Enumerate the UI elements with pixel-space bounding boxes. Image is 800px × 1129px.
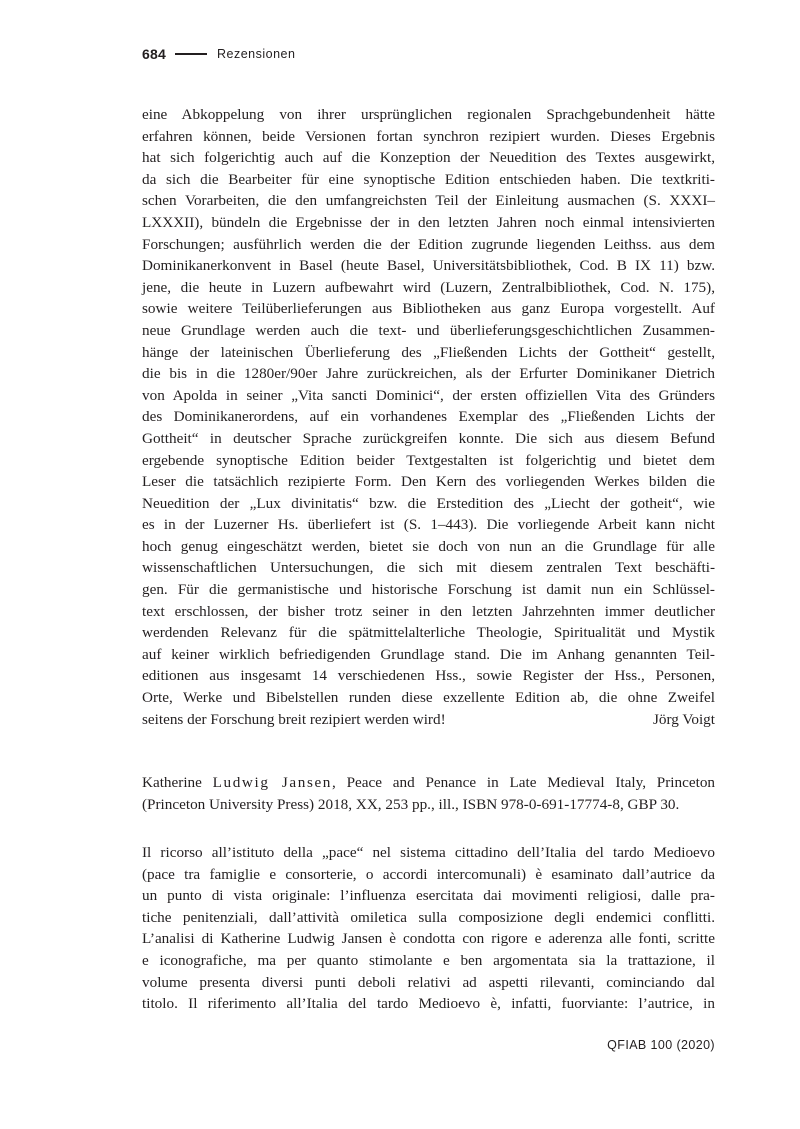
closing-line [142, 709, 715, 731]
text-line: Orte, Werke und Bibelstellen runden diese exzellente Edition ab, die ohne Zweifel [142, 689, 715, 707]
text-line: e iconografiche, ma per quanto stimolante e ben argomentata sia la trattazione, il [142, 951, 715, 969]
text-line: (pace tra famiglie e consorterie, o accordi intercomunali) è esaminato dall’autrice da [142, 865, 715, 883]
text-line: Gottheit“ in deutscher Sprache zurückgreifen konnte. Die sich aus diesem Befund [142, 429, 715, 447]
journal-footer: QFIAB 100 (2020) [607, 1038, 715, 1052]
text-line: Il ricorso all’istituto della „pace“ nel sistema cittadino dell’Italia del tardo Medioevo [142, 844, 715, 861]
text-line: eine Abkoppelung von ihrer ursprünglichen regionalen Sprachgebundenheit hätte [142, 106, 715, 123]
citation-line [142, 772, 715, 794]
text-line: hänge der lateinischen Überlieferung des „Fließenden Lichts der Gottheit“ gestellt, [142, 343, 715, 361]
header-rule [175, 53, 207, 55]
text-line: Neuedition der „Lux divinitatis“ bzw. die Erstedition des „Liecht der gotheit“, wie [142, 494, 715, 512]
running-head: Rezensionen [216, 47, 296, 61]
text-line: auf keiner wirklich befriedigenden Grundlage stand. Die im Anhang genannten Teil- [142, 645, 715, 663]
text-line: Forschungen; ausführlich werden die der Edition zugrunde liegenden Leithss. aus dem [142, 235, 715, 253]
text-line: des Dominikanerordens, auf ein vorhandenes Exemplar des „Fließenden Lichts der [142, 408, 715, 426]
citation-title: , Peace and Penance in Late Medieval Italy, Princeton [332, 774, 716, 791]
text-line: editionen aus insgesamt 14 verschiedenen Hss., sowie Register der Hss., Personen, [142, 667, 715, 685]
text-line: von Apolda in seiner „Vita sancti Dominici“, der ersten offiziellen Vita des Gründers [142, 386, 715, 404]
text-line: text erschlossen, der bisher trotz seiner in den letzten Jahrzehnten immer deutlicher [142, 602, 715, 620]
closing-text: seitens der Forschung breit rezipiert werden wird! [142, 710, 446, 728]
text-line: Leser die tatsächlich rezipierte Form. Den Kern des vorliegenden Werkes bilden die [142, 473, 715, 491]
text-line: hoch genug eingeschätzt werden, bietet sie doch von nun an die Grundlage für alle [142, 537, 715, 555]
text-line: gen. Für die germanistische und historische Forschung ist damit nun ein Schlüssel- [142, 581, 715, 599]
text-line: werdenden Relevanz für die spätmittelalterliche Theologie, Spiritualität und Mystik [142, 624, 715, 642]
text-line: da sich die Bearbeiter für eine synoptische Edition entschieden haben. Die textkriti- [142, 170, 715, 188]
page-header [142, 44, 295, 64]
text-line: hat sich folgerichtig auch auf die Konzeption der Neuedition des Textes ausgewirkt, [142, 149, 715, 167]
text-line: neue Grundlage werden auch die text- und überlieferungsgeschichtlichen Zusammen- [142, 321, 715, 339]
reviewer-name: Jörg Voigt [652, 710, 715, 728]
text-line: ergebende synoptische Edition beider Textgestalten ist folgerichtig und bietet dem [142, 451, 715, 469]
author-first-name: Katherine [142, 774, 202, 791]
text-line: titolo. Il riferimento all’Italia del tardo Medioevo è, infatti, fuorviante: l’autrice, in [142, 995, 715, 1013]
text-line: die bis in die 1280er/90er Jahre zurückreichen, als der Erfurter Dominikaner Dietrich [142, 365, 715, 383]
text-line: es in der Luzerner Hs. überliefert ist (S. 1–443). Die vorliegende Arbeit kann nicht [142, 516, 715, 534]
citation-line: (Princeton University Press) 2018, XX, 253 pp., ill., ISBN 978-0-691-17774-8, GBP 30. [142, 795, 680, 813]
review-body-1 [142, 104, 715, 730]
text-line: sowie weitere Teilüberlieferungen aus Bibliotheken aus ganz Europa vorgestellt. Auf [142, 300, 715, 318]
book-citation [142, 772, 715, 815]
author-surname: Ludwig Jansen [212, 774, 332, 791]
text-line: schen Vorarbeiten, die den umfangreichsten Teil der Einleitung ausmachen (S. XXXI– [142, 192, 715, 210]
text-line: L’analisi di Katherine Ludwig Jansen è condotta con rigore e aderenza alle fonti, scritte [142, 930, 715, 948]
text-line: volume presenta diversi punti deboli relativi ad aspetti rilevanti, cominciando dal [142, 973, 715, 991]
review-body-2 [142, 842, 715, 1015]
text-line: Dominikanerkonvent in Basel (heute Basel, Universitätsbibliothek, Cod. B IX 11) bzw. [142, 257, 715, 275]
text-line: LXXXII), bündeln die Ergebnisse der in den letzten Jahren noch einmal intensivierten [142, 213, 715, 231]
text-line: jene, die heute in Luzern aufbewahrt wird (Luzern, Zentralbibliothek, Cod. N. 175), [142, 278, 715, 296]
text-line: un punto di vista originale: l’influenza esercitata dai movimenti religiosi, dalle pra- [142, 887, 715, 905]
text-line: tiche penitenziali, dall’attività omiletica sulla composizione degli endemici conflitti. [142, 908, 715, 926]
text-line: wissenschaftlichen Untersuchungen, die sich mit diesem zentralen Text beschäfti- [142, 559, 715, 577]
page-number: 684 [142, 46, 166, 62]
text-line: erfahren können, beide Versionen fortan synchron rezipiert wurden. Dieses Ergebnis [142, 127, 715, 145]
